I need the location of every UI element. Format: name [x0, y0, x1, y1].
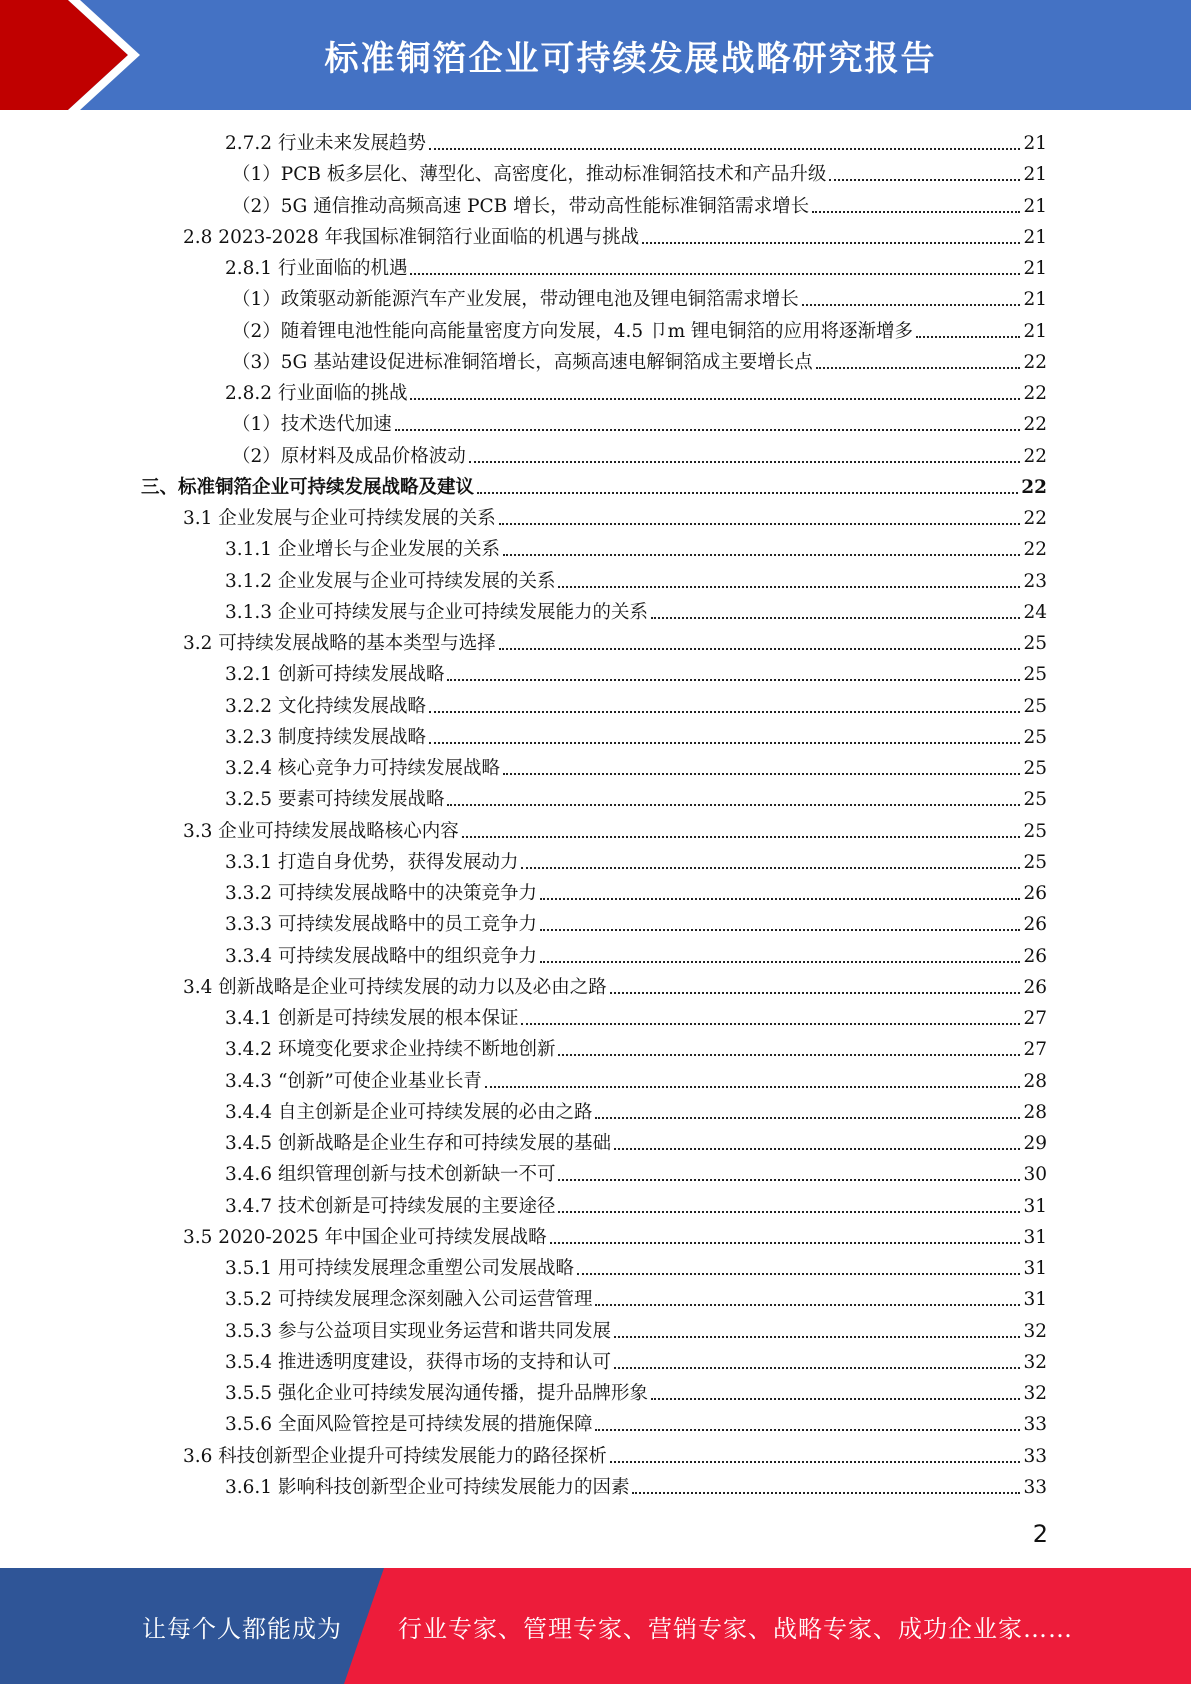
toc-dot-leader: [558, 1179, 1020, 1181]
toc-entry[interactable]: [225, 1408, 1047, 1436]
toc-dot-leader: [485, 1086, 1021, 1088]
toc-entry-title: 3.4.5 创新战略是企业生存和可持续发展的基础: [225, 1133, 611, 1154]
toc-entry[interactable]: [225, 1002, 1047, 1030]
toc-entry-title: 3.6.1 影响科技创新型企业可持续发展能力的因素: [225, 1476, 630, 1498]
toc-entry-page: 22: [1023, 351, 1047, 373]
toc-entry-page: 21: [1023, 133, 1047, 154]
toc-entry[interactable]: [225, 940, 1047, 968]
toc-entry-page: 33: [1023, 1445, 1047, 1467]
toc-dot-leader: [429, 711, 1020, 713]
toc-dot-leader: [632, 1492, 1020, 1494]
toc-entry-page: 31: [1023, 1289, 1047, 1311]
toc-entry[interactable]: [232, 315, 1047, 343]
toc-entry[interactable]: [225, 1190, 1047, 1218]
toc-dot-leader: [429, 742, 1020, 744]
toc-dot-leader: [614, 1367, 1020, 1369]
toc-entry[interactable]: [225, 1033, 1047, 1061]
toc-entry-page: 22: [1023, 539, 1047, 561]
toc-dot-leader: [503, 773, 1020, 775]
toc-dot-leader: [558, 586, 1020, 588]
toc-entry-title: （1）政策驱动新能源汽车产业发展，带动锂电池及锂电铜箔需求增长: [232, 289, 799, 311]
toc-entry[interactable]: [225, 1096, 1047, 1124]
toc-dot-leader: [410, 398, 1020, 400]
toc-dot-leader: [595, 1117, 1020, 1119]
header-chevron-icon: [0, 0, 160, 110]
toc-entry-page: 25: [1023, 758, 1047, 779]
toc-entry[interactable]: [225, 1283, 1047, 1311]
toc-entry-title: 3.3.3 可持续发展战略中的员工竞争力: [225, 914, 537, 936]
toc-entry-title: 2.8.2 行业面临的挑战: [225, 383, 408, 404]
toc-entry-page: 33: [1023, 1414, 1047, 1436]
toc-entry-page: 25: [1023, 726, 1047, 748]
toc-entry-page: 23: [1023, 570, 1047, 592]
toc-entry[interactable]: [232, 190, 1047, 218]
toc-dot-leader: [651, 1398, 1020, 1400]
toc-entry[interactable]: [225, 1377, 1047, 1405]
toc-entry[interactable]: [225, 1315, 1047, 1343]
toc-dot-leader: [410, 273, 1020, 275]
toc-entry-title: 3.4.2 环境变化要求企业持续不断地创新: [225, 1039, 556, 1061]
toc-dot-leader: [540, 961, 1020, 963]
toc-entry[interactable]: [225, 1346, 1047, 1374]
toc-entry[interactable]: [232, 440, 1047, 468]
toc-entry[interactable]: [183, 502, 1047, 530]
toc-entry-title: （1）PCB 板多层化、薄型化、高密度化，推动标准铜箔技术和产品升级: [232, 164, 827, 186]
toc-dot-leader: [614, 1148, 1020, 1150]
toc-entry-page: 26: [1023, 883, 1047, 904]
toc-entry-page: 21: [1023, 164, 1047, 186]
toc-entry-page: 25: [1023, 820, 1047, 842]
toc-dot-leader: [499, 648, 1021, 650]
toc-entry-title: 3.4 创新战略是企业可持续发展的动力以及必由之路: [183, 976, 607, 998]
toc-entry-title: 3.2.1 创新可持续发展战略: [225, 664, 445, 686]
toc-entry-page: 25: [1023, 789, 1047, 811]
toc-entry[interactable]: [232, 158, 1047, 186]
toc-entry-title: （2）随着锂电池性能向高能量密度方向发展，4.5 卩m 锂电铜箔的应用将逐渐增多: [232, 320, 913, 342]
toc-entry-title: （1）技术迭代加速: [232, 414, 392, 436]
toc-dot-leader: [829, 179, 1020, 181]
toc-entry[interactable]: [225, 908, 1047, 936]
footer-slogan-left: 让每个人都能成为: [142, 1614, 342, 1643]
toc-entry-title: 3.5 2020-2025 年中国企业可持续发展战略: [183, 1226, 547, 1248]
toc-entry-title: 2.8.1 行业面临的机遇: [225, 258, 408, 279]
toc-dot-leader: [521, 867, 1020, 869]
toc-entry[interactable]: [225, 1471, 1047, 1499]
toc-dot-leader: [503, 554, 1020, 556]
toc-dot-leader: [550, 1242, 1021, 1244]
toc-entry-page: 24: [1023, 601, 1047, 623]
toc-entry[interactable]: [225, 565, 1047, 593]
toc-entry-title: 3.6 科技创新型企业提升可持续发展能力的路径探析: [183, 1445, 607, 1467]
toc-entry-title: 3.4.4 自主创新是企业可持续发展的必由之路: [225, 1101, 593, 1123]
toc-dot-leader: [477, 492, 1018, 494]
toc-entry-page: 31: [1023, 1226, 1047, 1248]
toc-entry-title: 3.1.3 企业可持续发展与企业可持续发展能力的关系: [225, 601, 648, 623]
toc-entry[interactable]: [183, 971, 1047, 999]
toc-entry-title: 3.2.3 制度持续发展战略: [225, 726, 426, 748]
toc-entry[interactable]: [225, 533, 1047, 561]
toc-entry-title: 2.8 2023-2028 年我国标准铜箔行业面临的机遇与挑战: [183, 226, 640, 248]
toc-entry-page: 32: [1023, 1351, 1047, 1373]
toc-entry-title: 3.3.1 打造自身优势，获得发展动力: [225, 851, 519, 873]
toc-dot-leader: [916, 336, 1020, 338]
toc-entry[interactable]: [225, 252, 1047, 280]
toc-dot-leader: [395, 429, 1021, 431]
toc-entry[interactable]: [232, 346, 1047, 374]
toc-entry[interactable]: [225, 783, 1047, 811]
toc-entry[interactable]: [225, 690, 1047, 718]
toc-entry[interactable]: [183, 1440, 1047, 1468]
toc-entry-title: 3.5.3 参与公益项目实现业务运营和谐共同发展: [225, 1320, 611, 1342]
toc-entry-page: 21: [1023, 289, 1047, 311]
toc-entry-title: 3.5.1 用可持续发展理念重塑公司发展战略: [225, 1258, 574, 1279]
toc-entry-page: 30: [1023, 1164, 1047, 1186]
toc-dot-leader: [595, 1429, 1020, 1431]
toc-entry-title: 3.3.2 可持续发展战略中的决策竞争力: [225, 883, 537, 904]
toc-dot-leader: [577, 1273, 1020, 1275]
toc-entry-page: 26: [1023, 945, 1047, 967]
toc-dot-leader: [816, 367, 1021, 369]
toc-entry-title: （2）原材料及成品价格波动: [232, 445, 466, 467]
toc-entry-title: 3.3.4 可持续发展战略中的组织竞争力: [225, 945, 537, 967]
toc-dot-leader: [651, 617, 1020, 619]
toc-entry-page: 22: [1023, 383, 1047, 404]
toc-entry-title: 3.5.5 强化企业可持续发展沟通传播，提升品牌形象: [225, 1383, 648, 1404]
toc-dot-leader: [610, 992, 1021, 994]
toc-entry-title: 3.3 企业可持续发展战略核心内容: [183, 820, 459, 842]
page-footer: [0, 1568, 1191, 1684]
toc-entry-page: 25: [1023, 664, 1047, 686]
toc-dot-leader: [614, 1336, 1020, 1338]
toc-entry[interactable]: [141, 471, 1047, 499]
toc-entry-title: 3.1.1 企业增长与企业发展的关系: [225, 539, 500, 561]
toc-entry[interactable]: [225, 658, 1047, 686]
toc-entry-title: 3.5.6 全面风险管控是可持续发展的措施保障: [225, 1414, 593, 1436]
toc-entry-page: 27: [1023, 1039, 1047, 1061]
toc-entry[interactable]: [225, 377, 1047, 405]
toc-dot-leader: [802, 304, 1021, 306]
toc-dot-leader: [610, 1461, 1021, 1463]
toc-entry[interactable]: [183, 1221, 1047, 1249]
toc-entry-page: 31: [1023, 1258, 1047, 1279]
toc-entry[interactable]: [225, 1065, 1047, 1093]
toc-entry-page: 29: [1023, 1133, 1047, 1154]
toc-dot-leader: [447, 804, 1020, 806]
toc-entry-title: 3.2 可持续发展战略的基本类型与选择: [183, 633, 496, 654]
toc-entry[interactable]: [225, 596, 1047, 624]
toc-entry[interactable]: [225, 752, 1047, 780]
toc-entry-page: 32: [1023, 1383, 1047, 1404]
toc-entry-title: （2）5G 通信推动高频高速 PCB 增长，带动高性能标准铜箔需求增长: [232, 195, 810, 217]
toc-dot-leader: [558, 1211, 1020, 1213]
page-number: 2: [1032, 1520, 1048, 1548]
toc-entry[interactable]: [225, 1252, 1047, 1280]
toc-entry-page: 22: [1023, 414, 1047, 436]
toc-entry[interactable]: [225, 721, 1047, 749]
toc-entry[interactable]: [183, 627, 1047, 655]
toc-entry-title: 3.4.7 技术创新是可持续发展的主要途径: [225, 1195, 556, 1217]
toc-dot-leader: [812, 211, 1020, 213]
toc-entry-page: 26: [1023, 976, 1047, 998]
toc-entry-page: 27: [1023, 1008, 1047, 1029]
toc-entry[interactable]: [225, 1158, 1047, 1186]
toc-entry-page: 25: [1023, 851, 1047, 873]
toc-dot-leader: [499, 523, 1021, 525]
toc-entry-title: 2.7.2 行业未来发展趋势: [225, 133, 426, 154]
toc-dot-leader: [469, 461, 1021, 463]
toc-entry-page: 22: [1023, 445, 1047, 467]
toc-entry-page: 25: [1023, 695, 1047, 717]
toc-entry[interactable]: [225, 1127, 1047, 1155]
toc-entry[interactable]: [232, 408, 1047, 436]
toc-entry[interactable]: [225, 846, 1047, 874]
toc-dot-leader: [462, 836, 1021, 838]
toc-entry-title: 3.2.4 核心竞争力可持续发展战略: [225, 758, 500, 779]
toc-dot-leader: [595, 1304, 1020, 1306]
toc-entry-title: 3.1 企业发展与企业可持续发展的关系: [183, 508, 496, 529]
toc-entry-page: 33: [1023, 1476, 1047, 1498]
page-header: [0, 0, 1191, 110]
toc-entry-page: 22: [1023, 508, 1047, 529]
toc-entry-page: 21: [1023, 320, 1047, 342]
toc-entry-title: 3.4.6 组织管理创新与技术创新缺一不可: [225, 1164, 556, 1186]
toc-entry-title: 3.2.5 要素可持续发展战略: [225, 789, 445, 811]
toc-dot-leader: [521, 1023, 1020, 1025]
toc-entry-page: 21: [1023, 195, 1047, 217]
toc-entry-title: 3.2.2 文化持续发展战略: [225, 695, 426, 717]
toc-dot-leader: [642, 242, 1020, 244]
toc-entry-page: 26: [1023, 914, 1047, 936]
toc-entry-title: 3.4.3 “创新”可使企业基业长青: [225, 1070, 482, 1092]
toc-dot-leader: [558, 1054, 1020, 1056]
toc-entry-page: 25: [1023, 633, 1047, 654]
toc-entry[interactable]: [183, 221, 1047, 249]
toc-entry[interactable]: [183, 815, 1047, 843]
toc-entry-title: 3.5.2 可持续发展理念深刻融入公司运营管理: [225, 1289, 593, 1311]
toc-entry-title: （3）5G 基站建设促进标准铜箔增长，高频高速电解铜箔成主要增长点: [232, 351, 813, 373]
toc-entry-page: 32: [1023, 1320, 1047, 1342]
toc-entry[interactable]: [225, 877, 1047, 905]
toc-entry-title: 3.1.2 企业发展与企业可持续发展的关系: [225, 570, 556, 592]
toc-entry-title: 3.5.4 推进透明度建设，获得市场的支持和认可: [225, 1351, 611, 1373]
toc-entry-page: 28: [1023, 1070, 1047, 1092]
toc-dot-leader: [429, 148, 1020, 150]
toc-entry-title: 3.4.1 创新是可持续发展的根本保证: [225, 1008, 519, 1029]
toc-entry[interactable]: [225, 127, 1047, 155]
toc-entry[interactable]: [232, 283, 1047, 311]
toc-entry-page: 28: [1023, 1101, 1047, 1123]
toc-entry-page: 22: [1021, 476, 1047, 498]
toc-entry-page: 31: [1023, 1195, 1047, 1217]
toc-dot-leader: [540, 898, 1020, 900]
footer-slogan-right: 行业专家、管理专家、营销专家、战略专家、成功企业家……: [398, 1614, 1073, 1643]
toc-dot-leader: [447, 679, 1020, 681]
toc-entry-page: 21: [1023, 258, 1047, 279]
toc-entry-title: 三、标准铜箔企业可持续发展战略及建议: [141, 476, 475, 498]
document-title: 标准铜箔企业可持续发展战略研究报告: [324, 38, 937, 79]
toc-dot-leader: [540, 929, 1020, 931]
toc-entry-page: 21: [1023, 226, 1047, 248]
